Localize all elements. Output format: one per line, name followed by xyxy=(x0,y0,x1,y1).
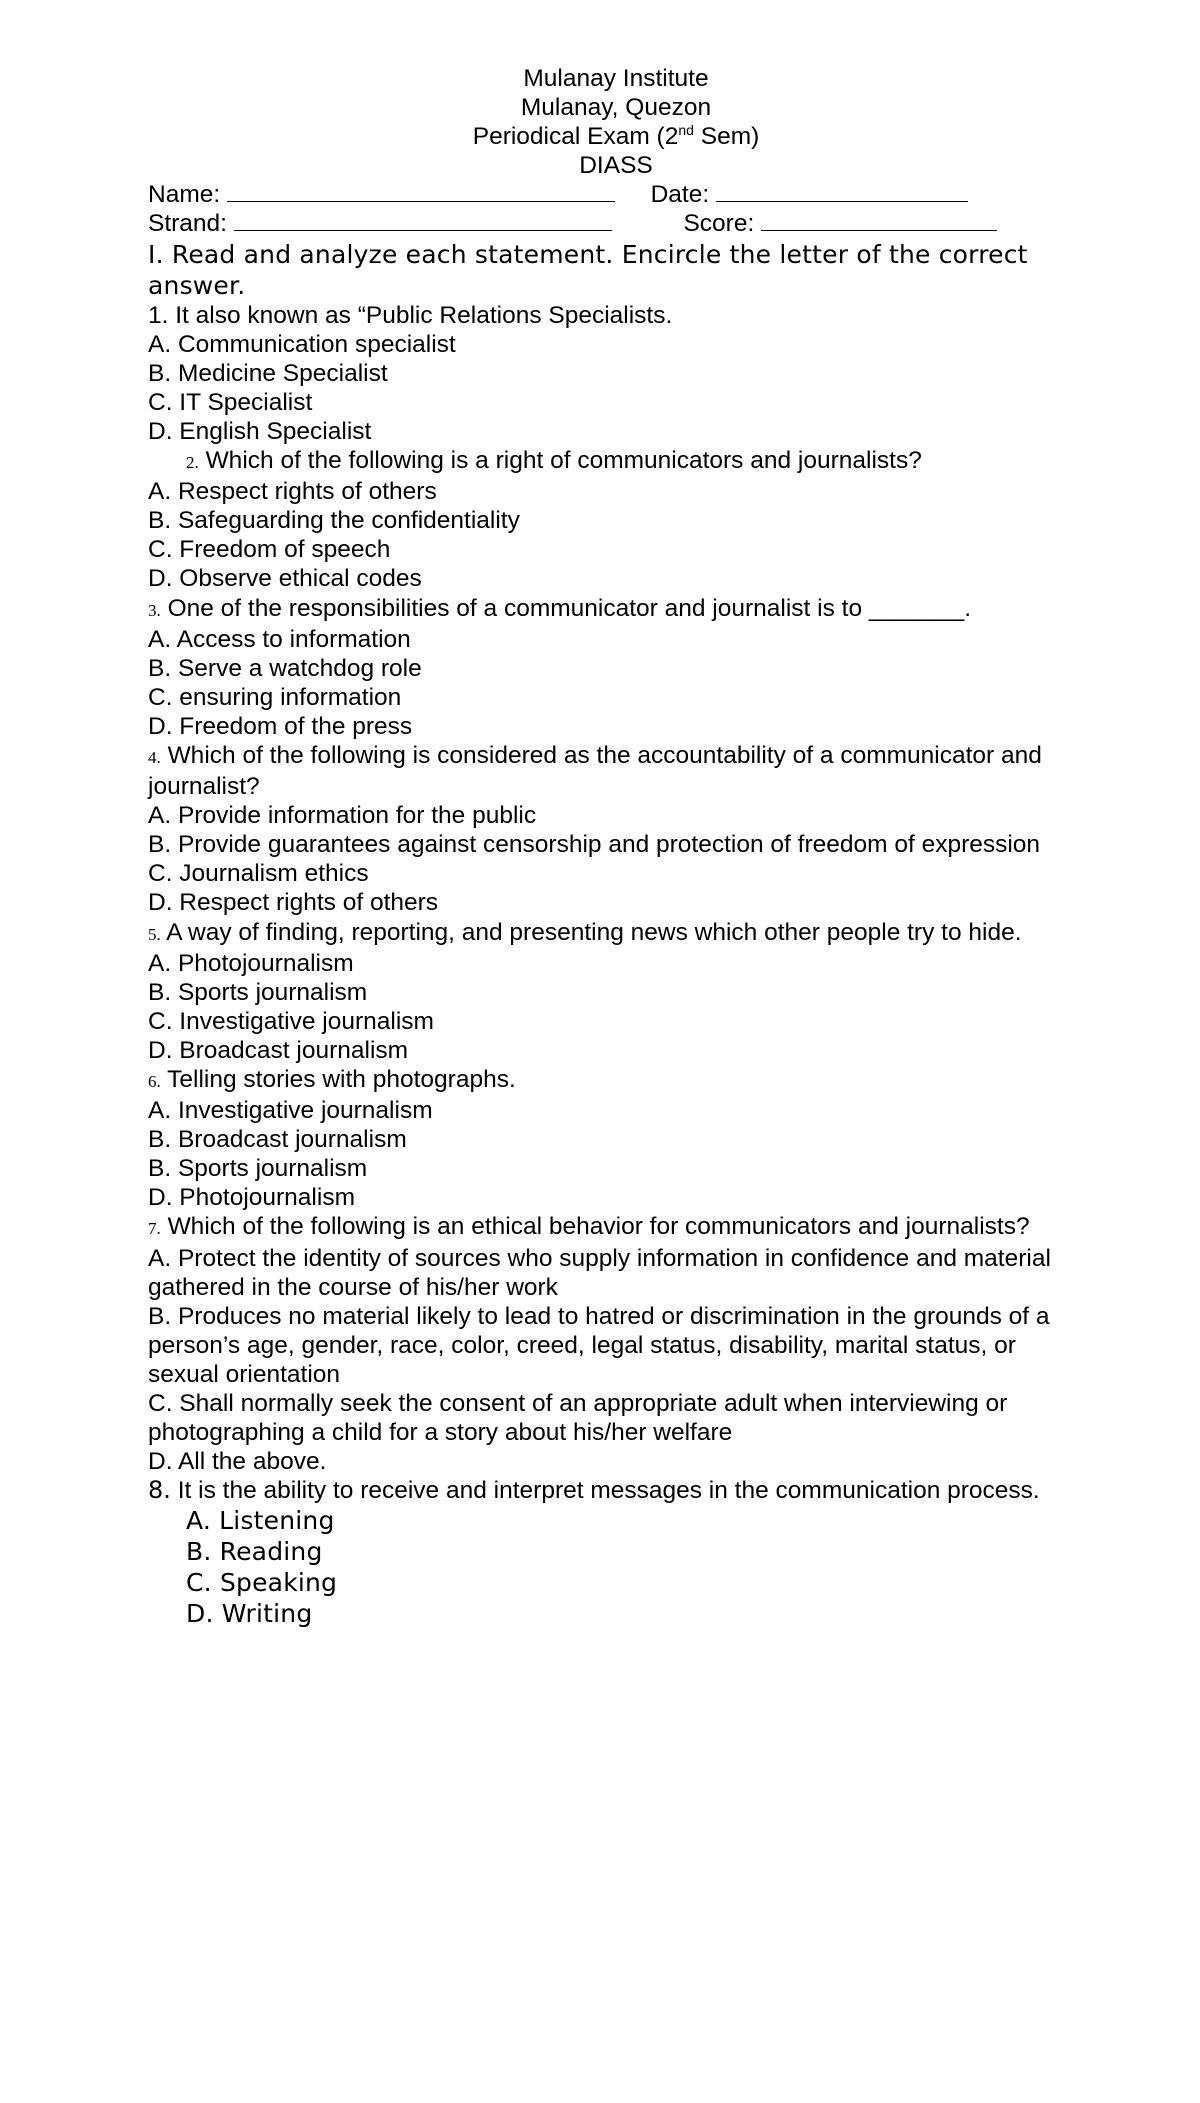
institution-name: Mulanay Institute xyxy=(523,65,709,92)
exam-header xyxy=(148,64,1084,180)
question-text: It also known as “Public Relations Specialists. xyxy=(175,301,673,329)
option[interactable]: A. Provide information for the public xyxy=(148,802,537,830)
question-text: Telling stories with photographs. xyxy=(167,1066,516,1093)
exam-page xyxy=(148,64,1088,1629)
date-blank[interactable] xyxy=(716,181,968,202)
option[interactable]: A. Protect the identity of sources who supply information in confidence and material gathered in the course of his/her work xyxy=(148,1244,1051,1301)
option[interactable]: B. Sports journalism xyxy=(148,978,368,1006)
question-number: 3. xyxy=(148,600,161,620)
question-number: 7. xyxy=(148,1219,161,1239)
exam-title: Periodical Exam (2nd Sem) xyxy=(472,122,760,151)
name-date-row xyxy=(148,180,1088,209)
strand-label: Strand: xyxy=(148,210,227,238)
option[interactable]: B. Produces no material likely to lead to hatred or discrimination in the grounds of a person’s age, gender, race, color, creed, legal status, disability, marital status, or sexual orientation xyxy=(148,1302,1050,1388)
option[interactable]: A. Communication specialist xyxy=(148,330,456,358)
option[interactable]: B. Medicine Specialist xyxy=(148,359,388,387)
option[interactable]: A. Photojournalism xyxy=(148,949,354,977)
option[interactable]: A. Listening xyxy=(186,1506,335,1536)
option[interactable]: A. Access to information xyxy=(148,625,411,653)
option[interactable]: D. Photojournalism xyxy=(148,1184,355,1212)
question-text: Which of the following is considered as the accountability of a communicator and journalist? xyxy=(148,741,1042,801)
question-6 xyxy=(148,1065,1088,1212)
option[interactable]: D. Broadcast journalism xyxy=(148,1036,409,1064)
question-number: 4. xyxy=(148,747,161,767)
question-8 xyxy=(148,1476,1088,1629)
date-label: Date: xyxy=(650,181,710,209)
question-4 xyxy=(148,741,1088,918)
question-7 xyxy=(148,1212,1088,1476)
option[interactable]: B. Broadcast journalism xyxy=(148,1126,407,1154)
option[interactable]: D. Respect rights of others xyxy=(148,889,439,917)
strand-score-row xyxy=(148,209,1088,238)
option[interactable]: B. Reading xyxy=(186,1537,323,1567)
option[interactable]: C. Speaking xyxy=(186,1568,338,1598)
option[interactable]: C. Investigative journalism xyxy=(148,1007,434,1035)
question-number: 8. xyxy=(148,1476,171,1505)
question-1 xyxy=(148,301,1088,446)
option[interactable]: C. Freedom of speech xyxy=(148,536,391,564)
question-text: Which of the following is an ethical behavior for communicators and journalists? xyxy=(167,1213,1030,1241)
question-3 xyxy=(148,594,1088,741)
score-blank[interactable] xyxy=(761,210,997,231)
name-label: Name: xyxy=(148,181,221,209)
option[interactable]: D. Freedom of the press xyxy=(148,712,413,740)
question-text: Which of the following is a right of communicators and journalists? xyxy=(205,447,922,475)
option[interactable]: C. IT Specialist xyxy=(148,388,313,416)
name-blank[interactable] xyxy=(227,181,615,202)
strand-blank[interactable] xyxy=(234,210,612,231)
option[interactable]: A. Respect rights of others xyxy=(148,478,437,506)
score-label: Score: xyxy=(683,210,755,238)
question-number: 1. xyxy=(148,301,169,329)
option[interactable]: A. Investigative journalism xyxy=(148,1097,433,1125)
question-text: A way of finding, reporting, and presenting news which other people try to hide. xyxy=(166,918,1022,946)
option[interactable]: D. All the above. xyxy=(148,1448,327,1476)
question-number: 5. xyxy=(148,924,161,944)
option[interactable]: B. Safeguarding the confidentiality xyxy=(148,507,520,535)
question-number: 6. xyxy=(148,1072,161,1091)
option[interactable]: D. Observe ethical codes xyxy=(148,565,422,593)
question-5 xyxy=(148,918,1088,1065)
subject-title: DIASS xyxy=(579,152,653,180)
option[interactable]: C. Shall normally seek the consent of an appropriate adult when interviewing or photographing a child for a story about his/her welfare xyxy=(148,1390,1008,1447)
question-2 xyxy=(148,446,1088,593)
option[interactable]: C. ensuring information xyxy=(148,683,402,711)
question-text: It is the ability to receive and interpret messages in the communication process. xyxy=(177,1477,1040,1505)
option[interactable]: C. Journalism ethics xyxy=(148,860,369,888)
option[interactable]: B. Sports journalism xyxy=(148,1155,368,1183)
instructions: I. Read and analyze each statement. Encircle the letter of the correct answer. xyxy=(148,239,1028,300)
question-text: One of the responsibilities of a communicator and journalist is to _______. xyxy=(167,594,972,622)
option[interactable]: B. Serve a watchdog role xyxy=(148,654,422,682)
institution-location: Mulanay, Quezon xyxy=(520,94,712,122)
question-number: 2. xyxy=(186,453,199,473)
option[interactable]: B. Provide guarantees against censorship and protection of freedom of expression xyxy=(148,831,1041,859)
option[interactable]: D. Writing xyxy=(186,1599,313,1629)
option[interactable]: D. English Specialist xyxy=(148,417,372,445)
